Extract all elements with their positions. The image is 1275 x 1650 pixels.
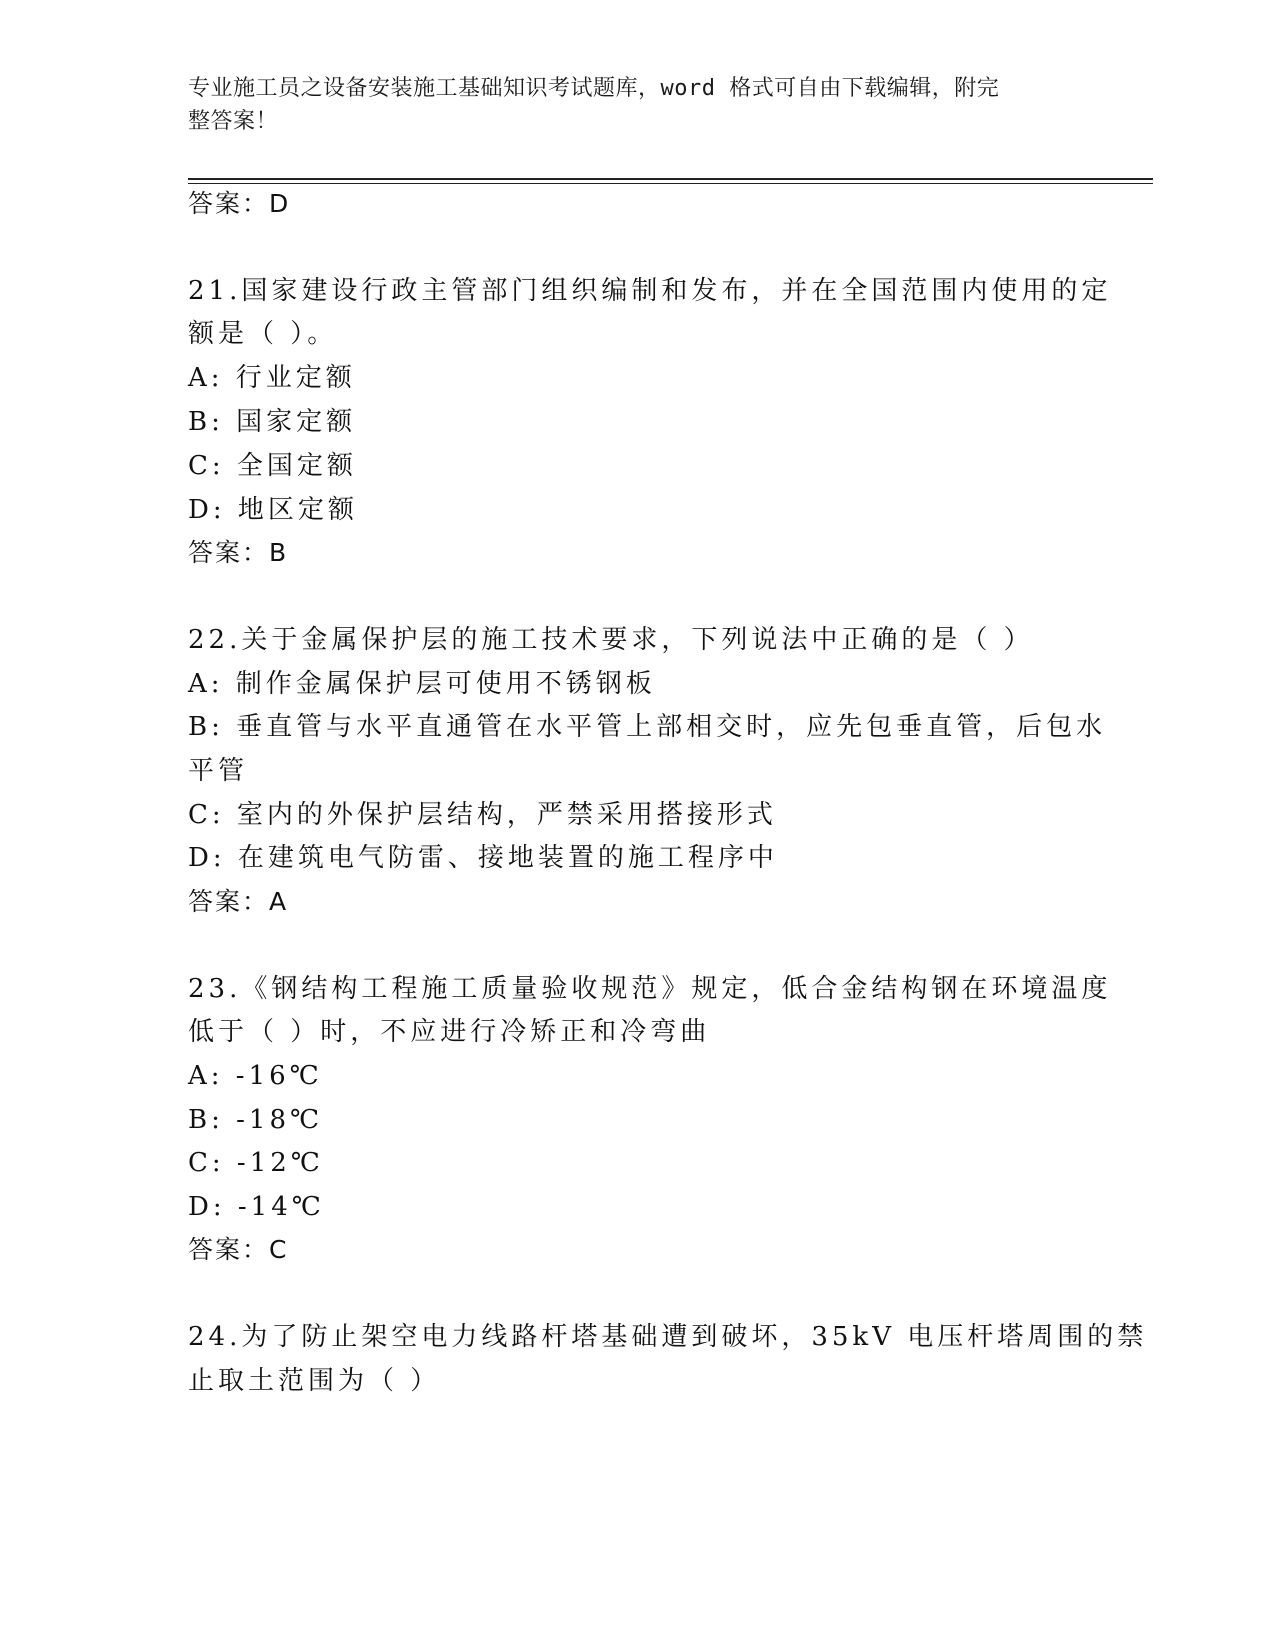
question-21-option-c: C: 全国定额 (188, 451, 357, 481)
answer-previous-question: 答案：D (188, 189, 291, 218)
question-21-option-a: A: 行业定额 (188, 363, 356, 393)
question-23-option-d: D: -14℃ (188, 1192, 325, 1222)
question-22-answer: 答案：A (188, 887, 289, 916)
header-rule-thick (188, 178, 1153, 180)
question-23-option-a: A: -16℃ (188, 1061, 323, 1091)
question-21-stem-line-2: 额是（ ）。 (188, 319, 338, 349)
header-line-1: 专业施工员之设备安装施工基础知识考试题库，word 格式可自由下载编辑，附完 (188, 76, 1000, 101)
question-22-option-c: C: 室内的外保护层结构，严禁采用搭接形式 (188, 800, 777, 830)
question-24-stem-line-2: 止取土范围为（ ） (188, 1366, 441, 1396)
question-21-option-d: D: 地区定额 (188, 495, 358, 525)
question-21-option-b: B: 国家定额 (188, 407, 357, 437)
question-23-stem-line-2: 低于（ ）时，不应进行冷矫正和冷弯曲 (188, 1017, 711, 1047)
question-21-answer: 答案：B (188, 538, 289, 567)
header-line-2: 整答案！ (188, 109, 279, 134)
question-22-option-b-line-2: 平管 (188, 756, 249, 786)
question-23-answer: 答案：C (188, 1235, 289, 1264)
question-21-stem-line-1: 21.国家建设行政主管部门组织编制和发布，并在全国范围内使用的定 (188, 276, 1112, 306)
question-23-option-c: C: -12℃ (188, 1148, 324, 1178)
question-22-option-b-line-1: B: 垂直管与水平直通管在水平管上部相交时，应先包垂直管，后包水 (188, 712, 1107, 742)
question-23-stem-line-1: 23.《钢结构工程施工质量验收规范》规定，低合金结构钢在环境温度 (188, 974, 1112, 1004)
header-text (188, 72, 1068, 138)
header-rule-thin (188, 183, 1153, 184)
question-22-option-d: D: 在建筑电气防雷、接地装置的施工程序中 (188, 843, 778, 873)
question-22-stem: 22.关于金属保护层的施工技术要求，下列说法中正确的是（ ） (188, 625, 1034, 655)
question-23-option-b: B: -18℃ (188, 1105, 324, 1135)
question-24-stem-line-1: 24.为了防止架空电力线路杆塔基础遭到破坏，35kV 电压杆塔周围的禁 (188, 1322, 1148, 1352)
question-22-option-a: A: 制作金属保护层可使用不锈钢板 (188, 669, 656, 699)
